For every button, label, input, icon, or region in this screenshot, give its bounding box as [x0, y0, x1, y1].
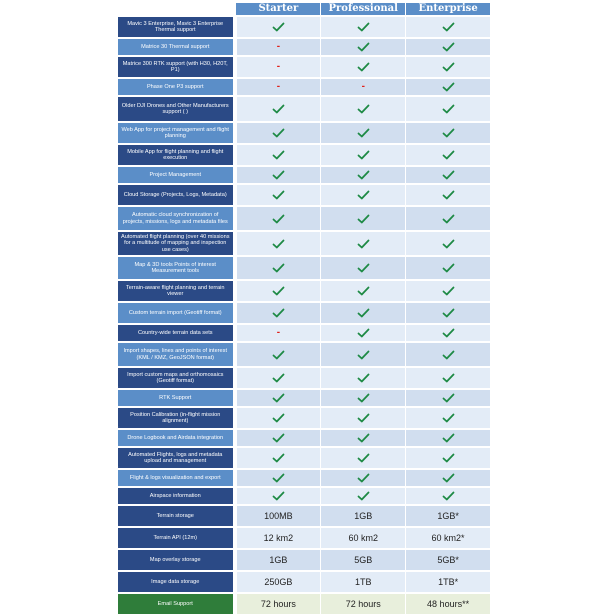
plan-value: 12 km2	[263, 533, 294, 543]
plan-cell	[237, 572, 321, 592]
plan-cell	[406, 145, 490, 165]
plan-cell	[406, 470, 490, 486]
feature-label: Terrain storage	[118, 506, 233, 526]
plan-cell	[237, 325, 321, 341]
plan-cell	[321, 17, 405, 37]
plan-cell	[321, 506, 405, 526]
table-row	[118, 504, 490, 526]
feature-label: Country-wide terrain data sets	[118, 325, 233, 341]
feature-label: Terrain-aware flight planning and terrain viewer	[118, 281, 233, 301]
plan-cell	[321, 430, 405, 446]
check-icon	[442, 491, 455, 501]
feature-label: Mavic 3 Enterprise, Mavic 3 Enterprise Thermal support	[118, 17, 233, 37]
plan-cell	[406, 232, 490, 255]
check-icon	[357, 453, 370, 463]
plan-value: 72 hours	[260, 599, 296, 609]
check-icon	[357, 328, 370, 338]
plan-cell	[406, 506, 490, 526]
check-icon	[442, 170, 455, 180]
check-icon	[442, 286, 455, 296]
plan-cell	[406, 17, 490, 37]
plan-cell	[237, 232, 321, 255]
feature-label: Custom terrain import (Geotiff format)	[118, 303, 233, 323]
check-icon	[272, 393, 285, 403]
check-icon	[357, 413, 370, 423]
check-icon	[442, 373, 455, 383]
check-icon	[442, 150, 455, 160]
feature-label: Image data storage	[118, 572, 233, 592]
plan-cell	[406, 368, 490, 388]
header-corner	[118, 3, 232, 15]
table-row	[118, 446, 490, 468]
plan-cell	[406, 97, 490, 121]
check-icon	[357, 286, 370, 296]
plan-cell	[237, 550, 321, 570]
check-icon	[442, 453, 455, 463]
plan-value: 60 km2	[348, 533, 378, 543]
plan-cell	[321, 123, 405, 143]
plan-header-starter: Starter	[236, 3, 320, 15]
check-icon	[357, 263, 370, 273]
check-icon	[272, 190, 285, 200]
check-icon	[442, 128, 455, 138]
table-row	[118, 341, 490, 366]
plan-cell	[406, 408, 490, 428]
check-icon	[357, 350, 370, 360]
plan-cell	[321, 232, 405, 255]
plan-cell	[237, 448, 321, 468]
plan-value: 48 hours**	[427, 599, 470, 609]
table-row	[118, 143, 490, 165]
check-icon	[442, 350, 455, 360]
plan-cell	[321, 470, 405, 486]
not-included-dash-icon: -	[276, 41, 281, 52]
plan-cell	[237, 408, 321, 428]
feature-label: Web App for project management and flight planning	[118, 123, 233, 143]
check-icon	[442, 263, 455, 273]
check-icon	[272, 263, 285, 273]
plan-value: 1TB	[354, 577, 372, 587]
pricing-comparison-table	[118, 3, 490, 609]
plan-cell	[321, 97, 405, 121]
plan-cell	[321, 79, 405, 95]
table-row	[118, 230, 490, 255]
feature-label: Matrice 30 Thermal support	[118, 39, 233, 55]
check-icon	[357, 214, 370, 224]
plan-cell	[406, 550, 490, 570]
check-icon	[272, 350, 285, 360]
table-row	[118, 301, 490, 323]
plan-cell	[321, 408, 405, 428]
plan-cell	[406, 57, 490, 77]
check-icon	[272, 473, 285, 483]
table-row	[118, 205, 490, 230]
plan-value: 60 km2*	[431, 533, 465, 543]
plan-cell	[321, 145, 405, 165]
not-included-dash-icon: -	[276, 61, 281, 72]
plan-cell	[406, 594, 490, 614]
table-row	[118, 428, 490, 446]
plan-cell	[406, 303, 490, 323]
not-included-dash-icon: -	[276, 327, 281, 338]
check-icon	[357, 104, 370, 114]
check-icon	[357, 433, 370, 443]
table-row	[118, 526, 490, 548]
feature-label: Flight & logs visualization and export	[118, 470, 233, 486]
plan-value: 1GB	[354, 511, 373, 521]
table-row	[118, 55, 490, 77]
check-icon	[357, 128, 370, 138]
table-row	[118, 570, 490, 592]
feature-label: Import custom maps and orthomosaics (Geotiff format)	[118, 368, 233, 388]
plan-cell	[237, 390, 321, 406]
table-row	[118, 183, 490, 205]
check-icon	[442, 42, 455, 52]
check-icon	[357, 308, 370, 318]
feature-rows	[118, 15, 490, 614]
feature-label: Matrice 300 RTK support (with H30, H20T, P1)	[118, 57, 233, 77]
plan-cell	[237, 528, 321, 548]
plan-cell	[321, 257, 405, 279]
plan-cell	[237, 343, 321, 366]
feature-label: Older DJI Drones and Other Manufacturers support ( )	[118, 97, 233, 121]
check-icon	[272, 214, 285, 224]
not-included-dash-icon: -	[361, 81, 365, 92]
plan-cell	[321, 488, 405, 504]
plan-cell	[237, 594, 321, 614]
plan-value: 100MB	[264, 511, 293, 521]
check-icon	[442, 413, 455, 423]
plan-cell	[406, 325, 490, 341]
feature-label: Airspace information	[118, 488, 233, 504]
plan-value: 250GB	[264, 577, 293, 587]
plan-value: 5GB	[354, 555, 373, 565]
check-icon	[442, 328, 455, 338]
feature-label: Map & 3D tools Points of interest Measurement tools	[118, 257, 233, 279]
feature-label: Position Calibration (in-flight mission alignment)	[118, 408, 233, 428]
feature-label: Automated flight planning (over 40 missions for a multitude of mapping and inspection use cases)	[118, 232, 233, 255]
plan-cell	[237, 488, 321, 504]
table-row	[118, 279, 490, 301]
feature-label: Automated Flights, logs and metadata upload and management	[118, 448, 233, 468]
feature-label: Cloud Storage (Projects, Logs, Metadata)	[118, 185, 233, 205]
plan-header-row	[118, 3, 490, 15]
check-icon	[272, 308, 285, 318]
plan-cell	[237, 303, 321, 323]
table-row	[118, 121, 490, 143]
plan-cell	[237, 207, 321, 230]
feature-label: Terrain API (12m)	[118, 528, 233, 548]
check-icon	[442, 239, 455, 249]
plan-cell	[237, 430, 321, 446]
plan-cell	[406, 39, 490, 55]
table-row	[118, 548, 490, 570]
check-icon	[272, 104, 285, 114]
check-icon	[272, 239, 285, 249]
plan-cell	[237, 17, 321, 37]
plan-value: 72 hours	[345, 599, 381, 609]
plan-cell	[237, 145, 321, 165]
not-included-dash-icon: -	[276, 81, 281, 92]
plan-cell	[321, 303, 405, 323]
check-icon	[272, 491, 285, 501]
table-row	[118, 592, 490, 614]
plan-cell	[321, 528, 405, 548]
plan-cell	[406, 390, 490, 406]
plan-cell	[406, 430, 490, 446]
check-icon	[272, 128, 285, 138]
table-row	[118, 95, 490, 121]
check-icon	[272, 433, 285, 443]
plan-cell	[237, 185, 321, 205]
feature-label: Phase One P3 support	[118, 79, 233, 95]
plan-cell	[406, 281, 490, 301]
plan-value: 5GB*	[437, 555, 459, 565]
plan-value: 1GB*	[437, 511, 459, 521]
table-row	[118, 165, 490, 183]
plan-header-enterprise: Enterprise	[406, 3, 490, 15]
plan-cell	[321, 448, 405, 468]
plan-cell	[406, 343, 490, 366]
table-row	[118, 77, 490, 95]
feature-label: Drone Logbook and Airdata integration	[118, 430, 233, 446]
feature-label: Automatic cloud synchronization of projects, missions, logs and metadata files	[118, 207, 233, 230]
plan-cell	[321, 550, 405, 570]
feature-label: RTK Support	[118, 390, 233, 406]
plan-cell	[237, 97, 321, 121]
check-icon	[442, 308, 455, 318]
plan-value: 1GB	[269, 555, 288, 565]
plan-cell	[406, 123, 490, 143]
check-icon	[357, 42, 370, 52]
check-icon	[357, 150, 370, 160]
plan-value: 1TB*	[438, 577, 459, 587]
plan-cell	[237, 506, 321, 526]
plan-cell	[237, 57, 321, 77]
plan-cell	[321, 343, 405, 366]
plan-cell	[406, 185, 490, 205]
plan-cell	[321, 167, 405, 183]
plan-cell	[237, 39, 321, 55]
check-icon	[272, 373, 285, 383]
plan-cell	[237, 470, 321, 486]
table-row	[118, 468, 490, 486]
plan-cell	[406, 448, 490, 468]
plan-cell	[406, 79, 490, 95]
plan-cell	[237, 368, 321, 388]
plan-cell	[237, 257, 321, 279]
plan-cell	[237, 123, 321, 143]
feature-label: Import shapes, lines and points of interest (KML / KMZ, GeoJSON format)	[118, 343, 233, 366]
check-icon	[357, 190, 370, 200]
check-icon	[357, 473, 370, 483]
plan-cell	[321, 57, 405, 77]
plan-cell	[321, 368, 405, 388]
check-icon	[357, 170, 370, 180]
table-row	[118, 15, 490, 37]
plan-cell	[237, 79, 321, 95]
plan-cell	[321, 281, 405, 301]
check-icon	[357, 62, 370, 72]
check-icon	[442, 433, 455, 443]
check-icon	[272, 22, 285, 32]
table-row	[118, 388, 490, 406]
check-icon	[442, 214, 455, 224]
check-icon	[272, 150, 285, 160]
check-icon	[272, 453, 285, 463]
check-icon	[442, 473, 455, 483]
feature-label: Project Management	[118, 167, 233, 183]
check-icon	[357, 239, 370, 249]
plan-cell	[321, 390, 405, 406]
check-icon	[442, 22, 455, 32]
table-row	[118, 486, 490, 504]
check-icon	[272, 170, 285, 180]
plan-cell	[406, 257, 490, 279]
feature-label: Mobile App for flight planning and flight execution	[118, 145, 233, 165]
plan-cell	[321, 185, 405, 205]
plan-cell	[406, 167, 490, 183]
feature-label: Email Support	[118, 594, 233, 614]
check-icon	[357, 373, 370, 383]
check-icon	[442, 104, 455, 114]
feature-label: Map overlay storage	[118, 550, 233, 570]
check-icon	[357, 491, 370, 501]
check-icon	[442, 393, 455, 403]
plan-cell	[406, 572, 490, 592]
plan-cell	[321, 325, 405, 341]
check-icon	[357, 22, 370, 32]
plan-cell	[406, 528, 490, 548]
plan-cell	[321, 572, 405, 592]
plan-cell	[321, 207, 405, 230]
plan-cell	[406, 488, 490, 504]
check-icon	[442, 62, 455, 72]
check-icon	[357, 393, 370, 403]
table-row	[118, 323, 490, 341]
plan-cell	[237, 281, 321, 301]
plan-cell	[237, 167, 321, 183]
table-row	[118, 255, 490, 279]
check-icon	[272, 286, 285, 296]
table-row	[118, 37, 490, 55]
table-row	[118, 366, 490, 388]
plan-cell	[406, 207, 490, 230]
check-icon	[442, 82, 455, 92]
plan-cell	[321, 594, 405, 614]
check-icon	[442, 190, 455, 200]
table-row	[118, 406, 490, 428]
check-icon	[272, 413, 285, 423]
plan-cell	[321, 39, 405, 55]
plan-header-professional: Professional	[321, 3, 405, 15]
